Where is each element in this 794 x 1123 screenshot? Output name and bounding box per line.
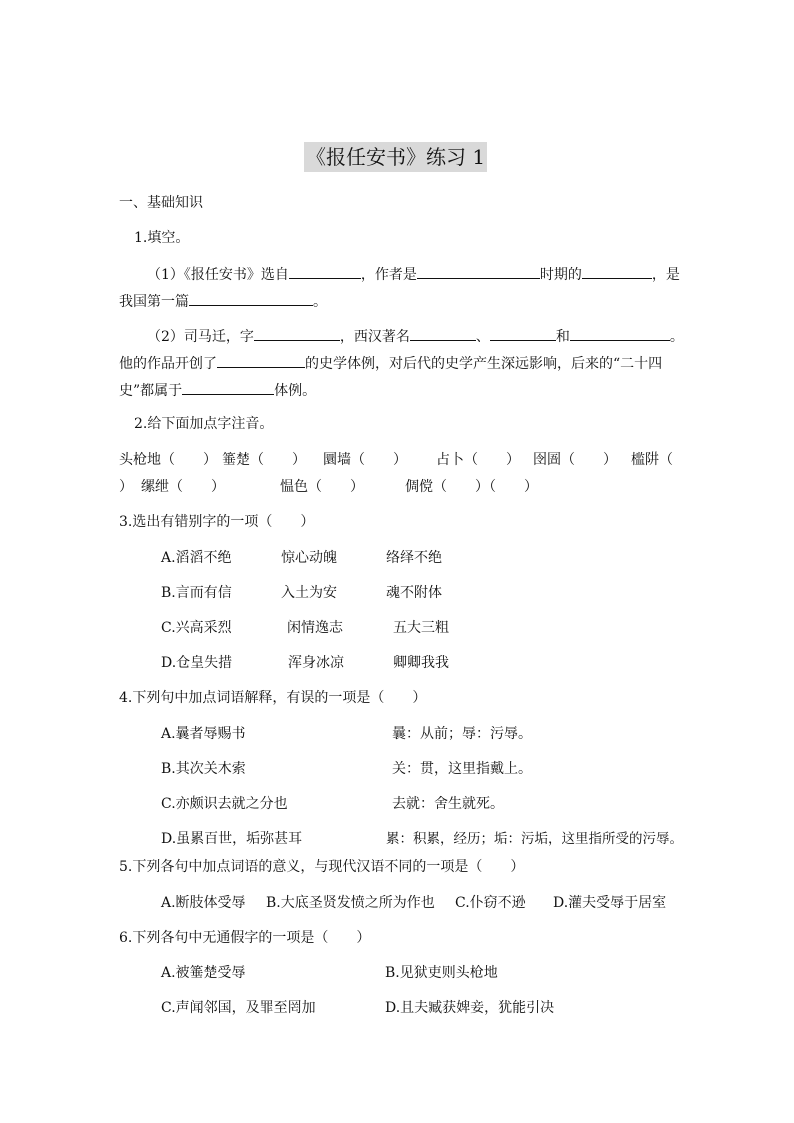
question-1-label: 1.填空。 xyxy=(134,230,190,246)
question-3-option-c-word-3: 五大三粗 xyxy=(393,620,449,636)
blank[interactable] xyxy=(410,325,476,341)
question-5-option-c: C.仆窃不逊 xyxy=(455,895,526,911)
blank[interactable] xyxy=(189,290,313,306)
blank[interactable] xyxy=(490,325,556,341)
question-6-option-b: B.见狱吏则头枪地 xyxy=(385,965,498,981)
question-6-label: 6.下列各句中无通假字的一项是（ ） xyxy=(119,930,371,946)
blank[interactable] xyxy=(582,263,652,279)
question-6-option-d: D.且夫臧获婢妾，犹能引决 xyxy=(385,1000,555,1016)
question-6-option-a: A.被箠楚受辱 xyxy=(161,965,246,981)
question-4-option-a-explanation: 曩：从前；辱：污辱。 xyxy=(392,726,532,742)
question-2-row-2-item: ） xyxy=(119,479,133,495)
section-heading-basics: 一、基础知识 xyxy=(119,195,203,211)
question-2-row-1-item: 箠楚（ ） xyxy=(222,452,306,468)
question-1-part-2-line-2: 他的作品开创了 的史学体例，对后代的史学产生深远影响，后来的“二十四 xyxy=(119,352,662,374)
blank[interactable] xyxy=(570,325,670,341)
blank[interactable] xyxy=(182,379,274,395)
question-3-option-a-word-3: 络绎不绝 xyxy=(386,550,442,566)
question-1-part-1-line-1: （1）《报任安书》选自 ，作者是 时期的 ，是 xyxy=(147,263,680,285)
question-3-option-a-word-2: 惊心动魄 xyxy=(281,550,337,566)
question-5-option-a: A.断肢体受辱 xyxy=(161,895,246,911)
question-4-option-d: D.虽累百世，垢弥甚耳 xyxy=(161,831,303,847)
question-3-option-c: C.兴高采烈 xyxy=(161,620,232,636)
question-5-option-d: D.灌夫受辱于居室 xyxy=(553,895,667,911)
question-3-option-d-word-2: 浑身冰凉 xyxy=(288,655,344,671)
question-3-option-b-word-3: 魂不附体 xyxy=(386,585,442,601)
blank[interactable] xyxy=(217,352,305,368)
page-title: 《报任安书》练习 1 xyxy=(304,142,487,172)
question-1-part-2-line-3: 史”都属于 体例。 xyxy=(119,379,316,401)
question-4-label: 4.下列句中加点词语解释，有误的一项是（ ） xyxy=(119,690,427,706)
question-2-row-1-item: 占卜（ ） xyxy=(436,452,520,468)
question-1-part-2-line-1: （2）司马迁，字 ，西汉著名 、 和 。 xyxy=(147,325,684,347)
question-4-option-a: A.曩者辱赐书 xyxy=(161,726,246,742)
question-4-option-b: B.其次关木索 xyxy=(161,761,246,777)
question-6-option-c: C.声闻邻国，及罪至罔加 xyxy=(161,1000,316,1016)
question-3-option-b: B.言而有信 xyxy=(161,585,232,601)
question-1-part-1-line-2: 我国第一篇 。 xyxy=(119,290,327,312)
question-4-option-c: C.亦颇识去就之分也 xyxy=(161,796,288,812)
question-3-option-d: D.仓皇失措 xyxy=(161,655,233,671)
question-3-label: 3.选出有错别字的一项（ ） xyxy=(119,514,315,530)
question-2-row-2-item: 愠色（ ） xyxy=(280,479,364,495)
question-2-row-2-item: 倜傥（ ）（ ） xyxy=(405,479,538,495)
question-3-option-c-word-2: 闲情逸志 xyxy=(287,620,343,636)
question-4-option-c-explanation: 去就：舍生就死。 xyxy=(392,796,504,812)
question-3-option-d-word-3: 卿卿我我 xyxy=(393,655,449,671)
question-2-label: 2.给下面加点字注音。 xyxy=(134,416,274,432)
question-5-option-b: B.大底圣贤发愤之所为作也 xyxy=(266,895,435,911)
blank[interactable] xyxy=(417,263,540,279)
question-2-row-2-item: 缧绁（ ） xyxy=(141,479,225,495)
question-3-option-b-word-2: 入土为安 xyxy=(281,585,337,601)
question-4-option-d-explanation: 累：积累，经历；垢：污垢，这里指所受的污辱。 xyxy=(386,831,683,847)
question-5-label: 5.下列各句中加点词语的意义，与现代汉语不同的一项是（ ） xyxy=(119,859,525,875)
question-4-option-b-explanation: 关：贯，这里指戴上。 xyxy=(392,761,532,777)
blank[interactable] xyxy=(254,325,340,341)
question-2-row-1-item: 囹圄（ ） xyxy=(533,452,617,468)
blank[interactable] xyxy=(289,263,361,279)
question-2-row-1-item: 圜墙（ ） xyxy=(323,452,407,468)
question-2-row-1-item: 槛阱（ xyxy=(631,452,673,468)
question-3-option-a: A.滔滔不绝 xyxy=(161,550,232,566)
question-2-row-1-item: 头枪地（ ） xyxy=(119,452,217,468)
